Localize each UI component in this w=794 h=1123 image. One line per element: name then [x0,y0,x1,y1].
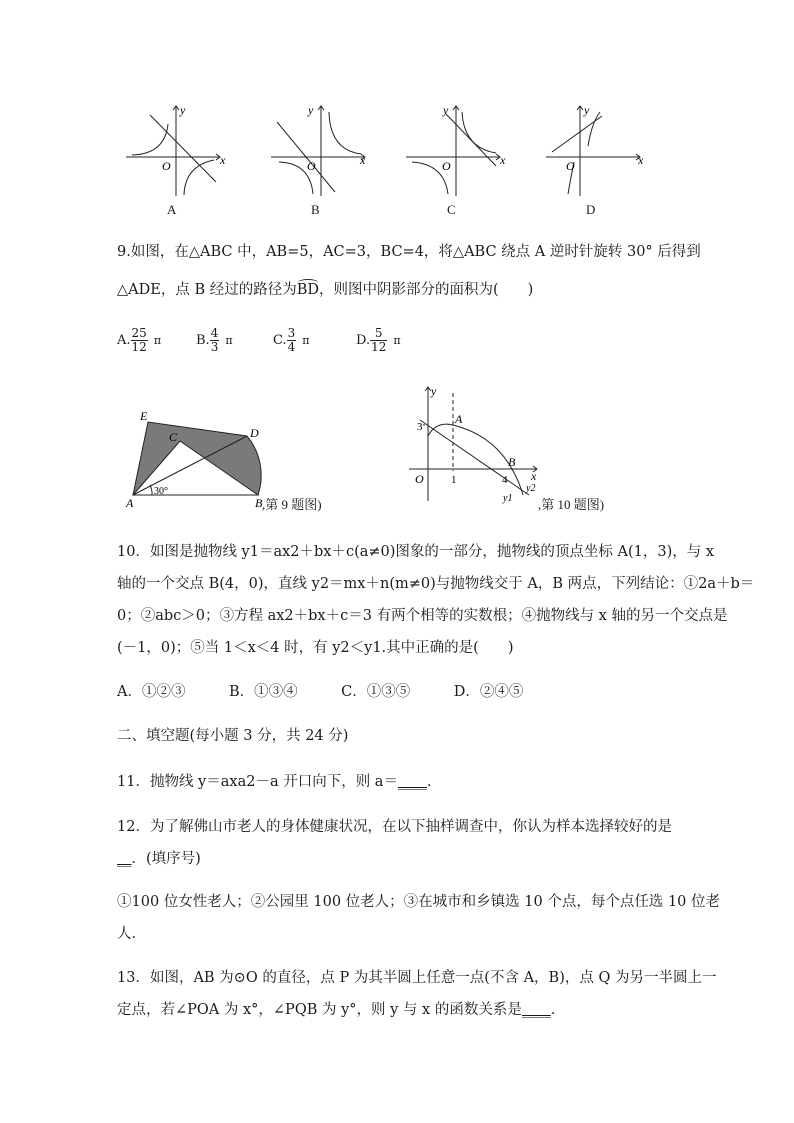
q12-line-2: __．(填序号) [117,851,201,867]
point-e: E [140,409,148,423]
point-b: B [508,455,516,469]
q9-option-a: A. $\frac{25}{12}$ π [117,326,162,354]
figure-q10 [405,383,550,508]
q12-line-4: 人． [117,926,146,942]
q8-label-b: B [311,202,320,217]
q10-line-4: (－1，0)；⑤当 1＜x＜4 时，有 y2＜y1.其中正确的是( ) [117,640,514,656]
axis-y-label: y [443,103,449,117]
figure-q9 [125,408,270,513]
q8-graph-b [265,100,375,200]
axis-x-label: x [500,153,506,167]
q8-label-a: A [167,202,177,217]
axis-origin: O [442,159,451,173]
q9-option-c: C. $\frac{3}{4}$ π [273,326,310,354]
q13-line-2: 定点，若∠POA 为 x°，∠PQB 为 y°，则 y 与 x 的函数关系是____． [117,1002,566,1018]
q12-line-1: 12．为了解佛山市老人的身体健康状况，在以下抽样调查中，你认为样本选择较好的是 [117,819,672,835]
q9-line-2: △ADE，点 B 经过的路径为BD，则图中阴影部分的面积为( ) [117,282,534,298]
arc-bd: BD [296,282,319,298]
q9-option-d: D. $\frac{5}{12}$ π [356,326,401,354]
q11: 11．抛物线 y＝axa2－a 开口向下，则 a＝____． [117,774,442,790]
q11-blank: ____ [397,774,427,790]
q8-label-c: C [447,202,456,217]
point-a: A [455,412,463,426]
q9-figure-caption: ,第 9 题图) [262,497,322,512]
tick-1: 1 [451,474,457,486]
axis-x-label: x [638,153,644,167]
q10-line-2: 轴的一个交点 B(4，0)，直线 y2＝mx＋n(m≠0)与抛物线交于 A，B 两点，下列结论：①2a＋b＝ [117,576,755,592]
axis-y-label: y [180,103,186,117]
axis-origin: O [162,159,171,173]
q10-options: A．①②③ B．①③④ C．①③⑤ D．②④⑤ [117,684,524,700]
q8-graph-a [120,100,230,200]
axis-origin: O [566,159,575,173]
tick-3: 3 [417,421,423,433]
point-c: C [169,430,178,444]
q8-graph-c [400,100,510,200]
axis-origin: O [415,472,424,486]
axis-x-label: x [220,153,226,167]
axis-y-label: y [584,103,590,117]
point-b: B [255,496,263,510]
q10-line-1: 10．如图是抛物线 y1＝ax2＋bx＋c(a≠0)图象的一部分，抛物线的顶点坐标 A(1，3)，与 x [117,544,715,560]
q12-blank: __ [117,851,132,867]
q12-line-3: ①100 位女性老人；②公园里 100 位老人；③在城市和乡镇选 10 个点，每个点任选 10 位老 [117,894,721,910]
q13-blank: ____ [521,1002,551,1018]
section-2-title: 二、填空题(每小题 3 分，共 24 分) [117,728,349,744]
angle-30: 30° [154,486,168,497]
point-a: A [126,496,134,510]
tick-4: 4 [502,474,508,486]
q9-line-1: 9.如图，在△ABC 中，AB=5，AC=3，BC=4，将△ABC 绕点 A 逆时针旋转 30° 后得到 [117,244,701,260]
line-y2-label: y2 [526,483,536,494]
axis-x-label: x [531,469,537,483]
axis-y-label: y [431,384,437,398]
q8-graph-d [540,100,650,200]
q10-line-3: 0；②abc＞0；③方程 ax2＋bx＋c＝3 有两个相等的实数根；④抛物线与 x 轴的另一个交点是 [117,608,728,624]
axis-origin: O [307,159,316,173]
q10-figure-caption: ,第 10 题图) [538,497,605,512]
q9-option-b: B. $\frac{4}{3}$ π [196,326,233,354]
axis-x-label: x [360,153,366,167]
q13-line-1: 13．如图，AB 为⊙O 的直径，点 P 为其半圆上任意一点(不含 A，B)，点 Q 为另一半圆上一 [117,970,717,986]
axis-y-label: y [308,103,314,117]
point-d: D [250,426,259,440]
curve-y1-label: y1 [503,493,513,504]
q8-label-d: D [586,202,596,217]
